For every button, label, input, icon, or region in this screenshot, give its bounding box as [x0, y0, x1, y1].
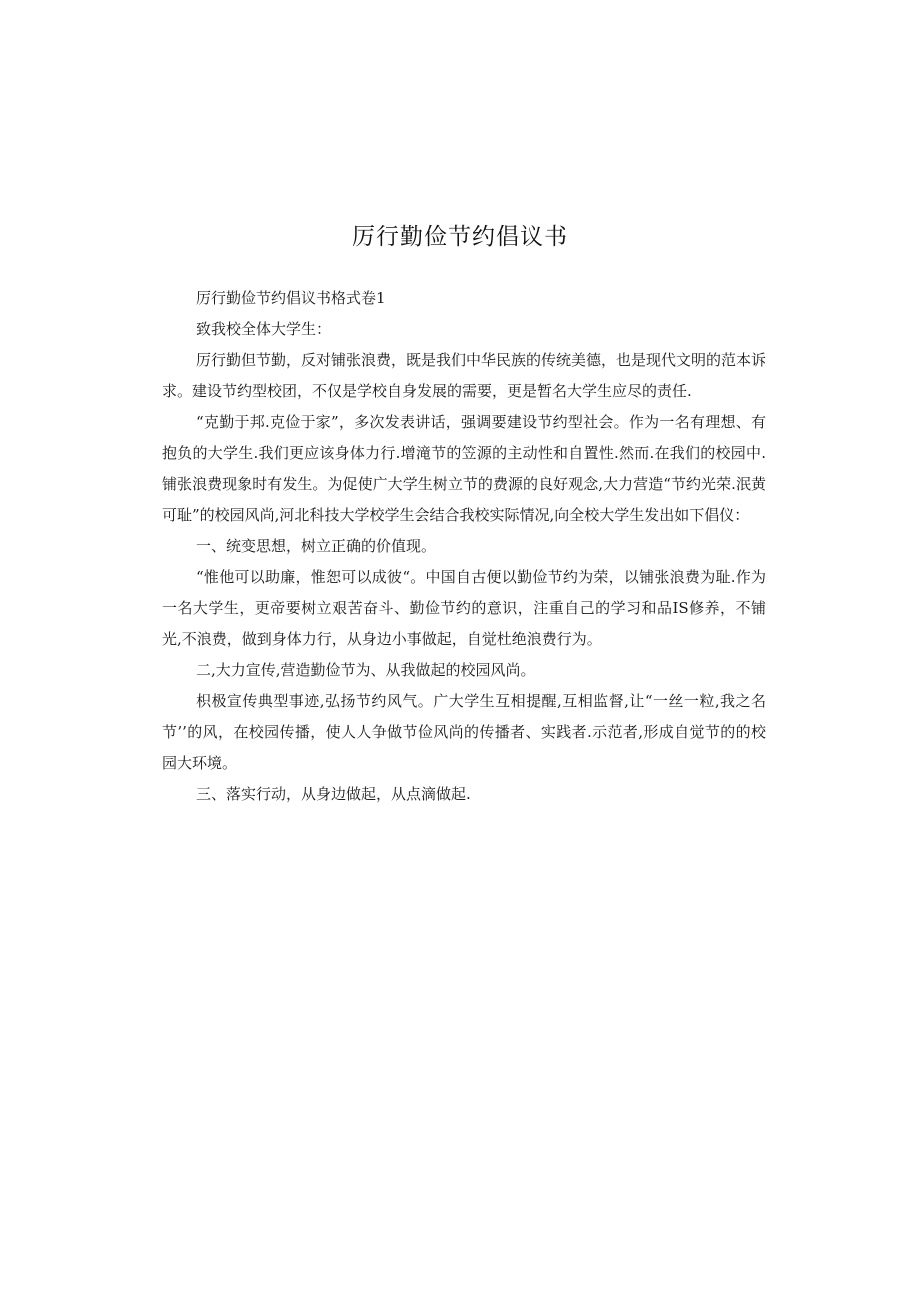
- paragraph-section-1: “惟他可以助廉，惟恕可以成彼“。中国自古便以勤俭节约为荣，以铺张浪费为耻.作为一名大学生，更帝要树立艰苦奋斗、勤俭节约的意识，注重自己的学习和品IS修养，不铺光,不浪费，做到身体力行，从身边小事做起，自觉杜绝浪费行为。: [162, 568, 766, 648]
- document-body: [162, 283, 766, 810]
- paragraph-background: “克勤于邦.克俭于家”，多次发表讲话，强调要建设节约型社会。作为一名有理想、有抱负的大学生.我们更应该身体力行.增滝节的笠源的主动性和自置性.然而.在我们的校园中.铺张浪费现象时有发生。为促使广大学生树立节的费源的良好观念,大力营造“节约光荣.泯黄可耻”的校园风尚,河北科技大学校学生会结合我校实际情况,向全校大学生发出如下倡仪：: [162, 413, 766, 524]
- paragraph-section-2: 枳极宣传典型事迹,弘扬节约风气。广大学生互相提醒,互相监督,让“一丝一粒,我之名节’’的风，在校园传播，使人人争做节俭风尚的传播者、实践者.示范者,形成自觉节的的校园大环境。: [162, 692, 766, 772]
- section-heading-3: 三、落实行动，从身边做起，从点滴做起.: [196, 785, 471, 803]
- paragraph-intro: 厉行勤但节勤，反对铺张浪费，既是我们中华民族的传统美德，也是现代文明的范本诉求。建设节约型校团，不仅是学校自身发展的需要，更是暂名大学生应尽的责任.: [162, 351, 767, 400]
- subtitle-line: 厉行勤俭节约倡议书格式卷1: [196, 289, 386, 307]
- salutation: 致我校全体大学生：: [196, 320, 332, 338]
- section-heading-1: 一、统变思想，树立正确的价值现。: [196, 537, 437, 555]
- section-heading-2: 二,大力宣传,营造勤俭节为、从我做起的校园风尚。: [196, 661, 536, 679]
- document-title: 厉行勤俭节约倡议书: [352, 224, 568, 250]
